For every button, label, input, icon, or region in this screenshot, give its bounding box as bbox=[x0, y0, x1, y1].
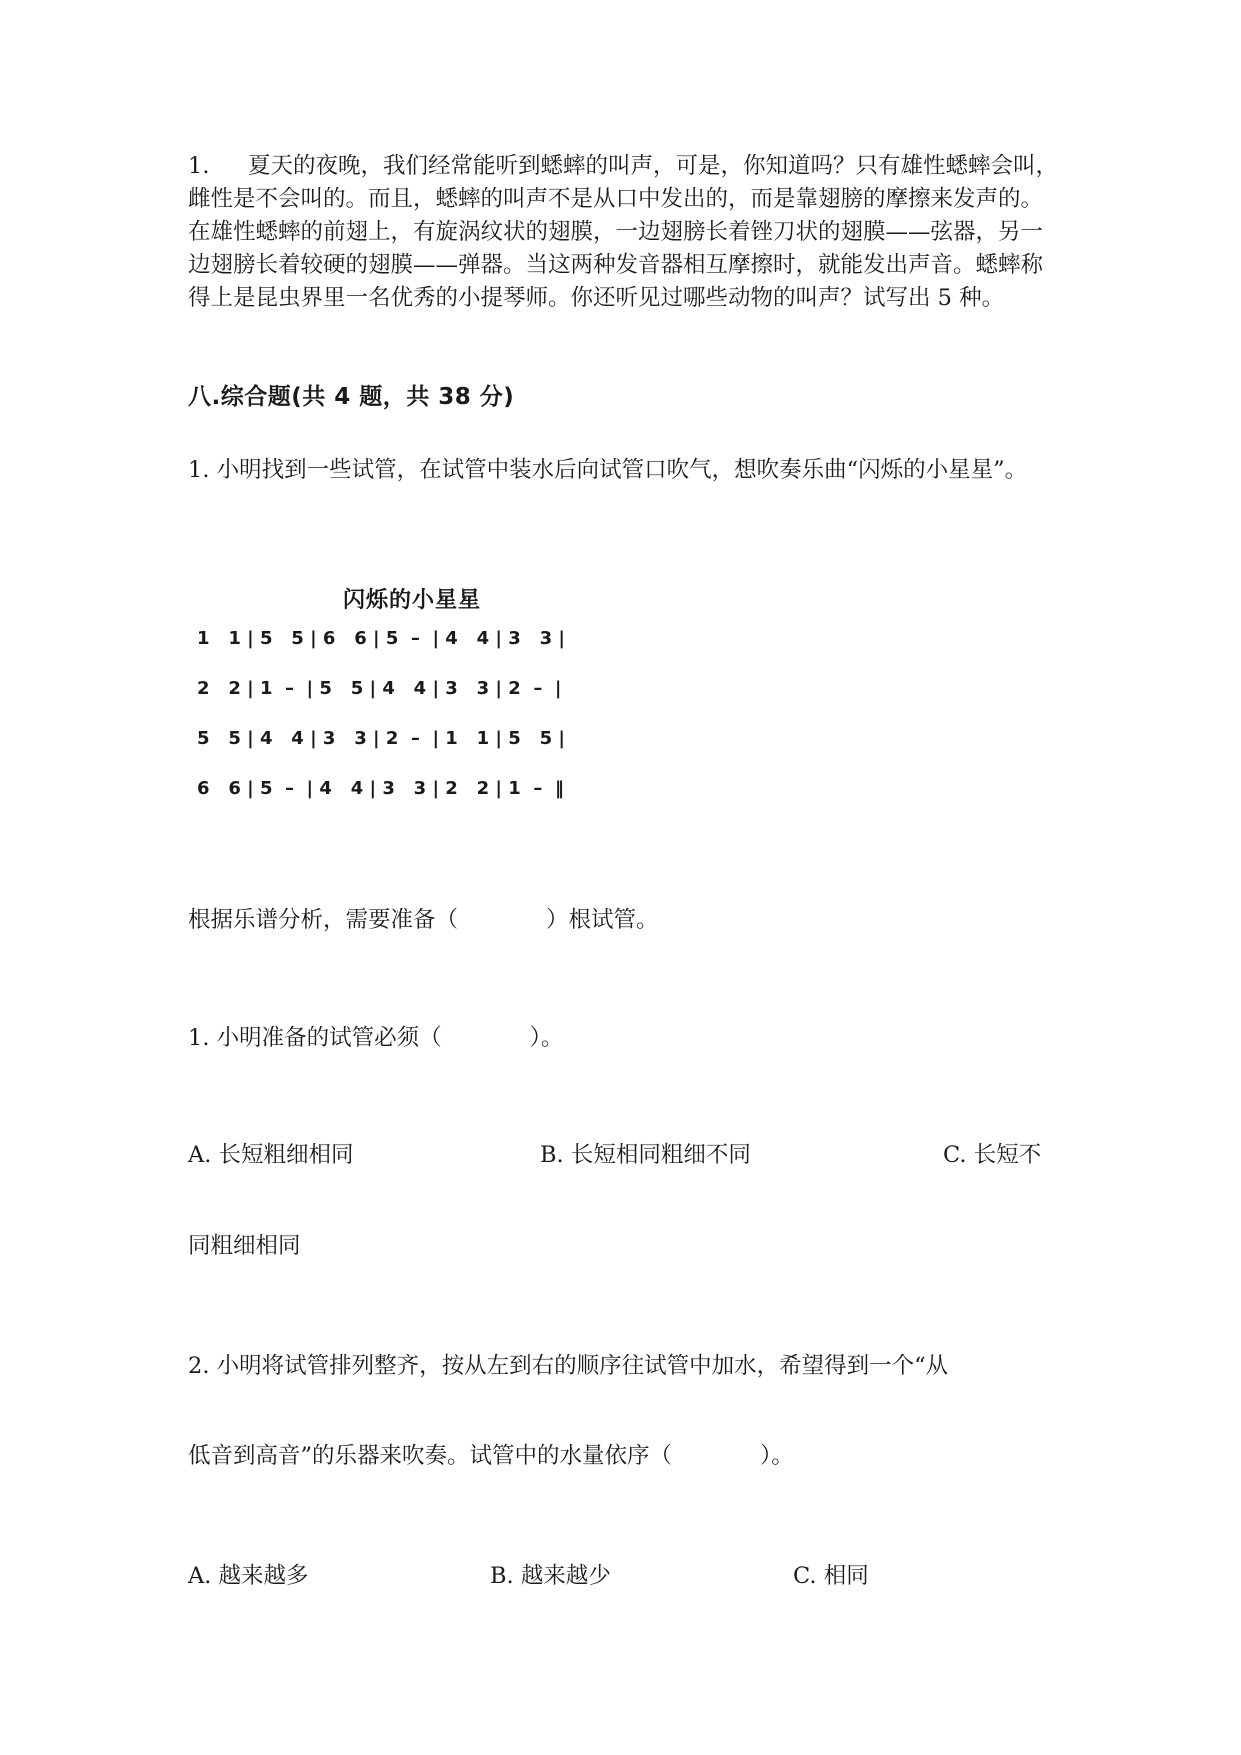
score-row: 2 2 | 1 – | 5 5 | 4 4 | 3 3 | 2 – | bbox=[197, 678, 562, 699]
question-number: 1. bbox=[188, 153, 210, 179]
option-c-continued: 同粗细相同 bbox=[188, 1233, 301, 1259]
music-score bbox=[197, 628, 667, 828]
sub1-after: ）。 bbox=[529, 1025, 564, 1051]
sub-question-2-line1: 2. 小明将试管排列整齐，按从左到右的顺序往试管中加水，希望得到一个“从 bbox=[188, 1353, 949, 1379]
section-heading: 八.综合题(共 4 题，共 38 分) bbox=[188, 384, 515, 410]
sub-question-1 bbox=[188, 1020, 563, 1052]
option-c[interactable]: C. 长短不 bbox=[943, 1142, 1042, 1168]
option-a[interactable]: A. 长短粗细相同 bbox=[188, 1142, 354, 1168]
question-8-1-stem: 1. 小明找到一些试管，在试管中装水后向试管口吹气，想吹奏乐曲“闪烁的小星星”。 bbox=[188, 457, 1028, 483]
sub2-after: ）。 bbox=[760, 1443, 794, 1469]
option-b[interactable]: B. 长短相同粗细不同 bbox=[540, 1142, 751, 1168]
sub2-before: 低音到高音”的乐器来吹奏。试管中的水量依序（ bbox=[188, 1443, 673, 1469]
option-b[interactable]: B. 越来越少 bbox=[490, 1563, 611, 1589]
score-row: 5 5 | 4 4 | 3 3 | 2 – | 1 1 | 5 5 | bbox=[197, 728, 565, 749]
score-row: 1 1 | 5 5 | 6 6 | 5 – | 4 4 | 3 3 | bbox=[197, 628, 565, 649]
question-text: 夏天的夜晚，我们经常能听到蟋蟀的叫声，可是，你知道吗？只有雄性蟋蟀会叫，雌性是不会叫的。而且，蟋蟀的叫声不是从口中发出的，而是靠翅膀的摩擦来发声的。在雄性蟋蟀的前翅上，有旋涡纹状的翅膜，一边翅膀长着锉刀状的翅膜——弦器，另一边翅膀长着较硬的翅膜——弹器。当这两种发音器相互摩擦时，就能发出声音。蟋蟀称得上是昆虫界里一名优秀的小提琴师。你还听见过哪些动物的叫声？试写出 5 种。 bbox=[188, 153, 1059, 311]
score-title: 闪烁的小星星 bbox=[343, 588, 482, 613]
sub-question-2-line2 bbox=[188, 1438, 794, 1470]
sub1-before: 1. 小明准备的试管必须（ bbox=[188, 1025, 442, 1051]
option-c[interactable]: C. 相同 bbox=[793, 1563, 869, 1589]
fill-text-after: ）根试管。 bbox=[546, 907, 659, 933]
option-a[interactable]: A. 越来越多 bbox=[188, 1563, 309, 1589]
question-7-1 bbox=[188, 150, 1058, 315]
score-row: 6 6 | 5 – | 4 4 | 3 3 | 2 2 | 1 – ‖ bbox=[197, 778, 564, 799]
fill-blank-tubes bbox=[188, 902, 659, 934]
fill-text-before: 根据乐谱分析，需要准备（ bbox=[188, 907, 459, 933]
